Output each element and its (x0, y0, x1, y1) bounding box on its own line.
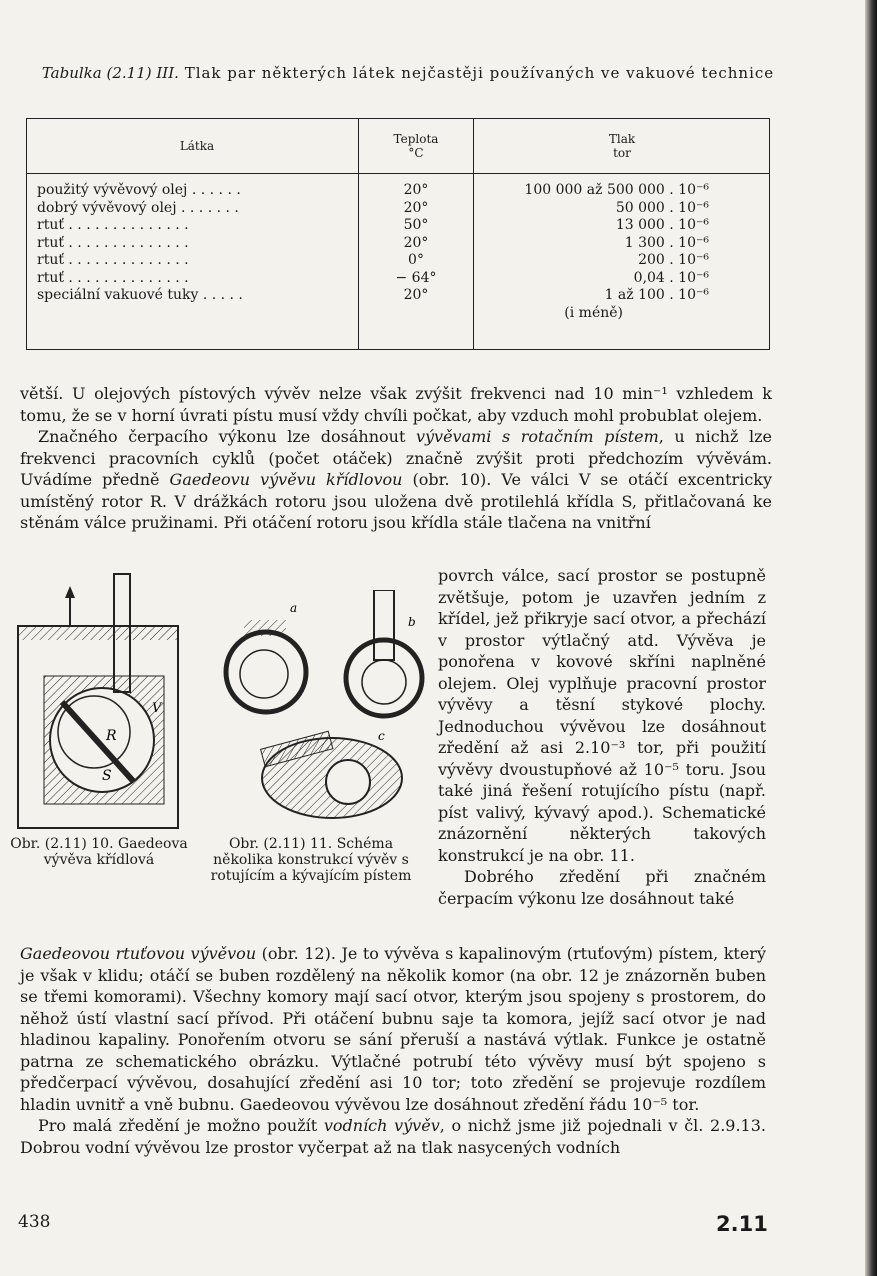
pump-a-ports (244, 620, 286, 636)
tank-lid (18, 626, 178, 640)
figure-10-vane-pump (14, 572, 184, 834)
pump-b-slider (374, 590, 394, 660)
pressure-column: 100 000 až 500 000 . 10⁻⁶ 50 000 . 10⁻⁶ 13 000 . 10⁻⁶ 1 300 . 10⁻⁶ 200 . 10⁻⁶ 0,04 . 10⁻⁶ 1 až 100 . 10⁻⁶ (i méně) (474, 174, 770, 350)
page-binding-edge (865, 0, 877, 1276)
table-caption-text: Tlak par některých látek nejčastěji používaných ve vakuové technice (184, 64, 775, 82)
substance-column: použitý vývěvový olej . . . . . . dobrý vývěvový olej . . . . . . . rtuť . . . . . . . . . . . . . . rtuť . . . . . . . . . . . . . . rtuť . . . . . . . . . . . . . . rtuť . . . . . . . . . . . . . . speciální vakuové tuky . . . . . (37, 182, 243, 303)
section-number: 2.11 (716, 1212, 768, 1236)
temperature-column: 20° 20° 50° 20° 0° − 64° 20° (359, 174, 474, 350)
label-v: V (152, 701, 162, 716)
paragraph-2: Značného čerpacího výkonu lze dosáhnout vývěvami s rotačním pístem, u nichž lze frekvenci pracovních cyklů (počet otáček) značně zvýšit proti předchozím vývěvám. Uvádíme předně Gaedeovu vývěvu křídlovou (obr. 10). Ve válci V se otáčí excentricky umístěný rotor R. V drážkách rotoru jsou uložena dvě protilehlá křídla S, přitlačovaná ke stěnám válce pružinami. Při otáčení rotoru jsou křídla stále tlačena na vnitřní (20, 427, 773, 532)
paragraph-top (20, 383, 772, 534)
label-a: a (290, 601, 298, 615)
paragraph-3: Gaedeovou rtuťovou vývěvou (obr. 12). Je to vývěva s kapalinovým (rtuťovým) pístem, který je však v klidu; otáčí se buben rozdělený na několik komor (na obr. 12 je znázorněn buben se třemi komorami). Všechny komory mají sací otvor, kterým jsou spojeny s prostorem, do něhož ústí vlastní sací přívod. Při otáčení bubnu saje ta komora, jejíž sací otvor je nad hladinou kapaliny. Ponořením otvoru se sání přeruší a nastává výtlak. Funkce je ostatně patrna ze schematického obrázku. Výtlačné potrubí této vývěvy musí být spojeno s předčerpací vývěvou, dosahující zředění asi 10 tor; toto zředění se projevuje rozdílem hladin uvnitř a vně bubnu. Gaedeovou vývěvou lze dosáhnout zředění řádu 10⁻⁵ tor. (20, 944, 766, 1114)
table-caption-label: Tabulka (2.11) III. (41, 64, 179, 82)
figure-11-rotary-pumps (222, 590, 434, 830)
pump-c-rotor (326, 760, 370, 804)
figure-11-caption: Obr. (2.11) 11. Schéma několika konstrukcí vývěv s rotujícím a kývajícím pístem (210, 836, 412, 884)
table-header-row (27, 119, 770, 174)
header-pressure: Tlak tor (474, 119, 770, 174)
pressure-footnote: (i méně) (564, 304, 623, 321)
pump-b-rotor (362, 660, 406, 704)
paragraph-4: Pro malá zředění je možno použít vodních vývěv, o nichž jsme již pojednali v čl. 2.9.13. Dobrou vodní vývěvou lze prostor vyčerpat až na tlak nasycených vodních (20, 1116, 766, 1157)
pump-a-housing (226, 632, 306, 712)
paragraph-1: větší. U olejových pístových vývěv nelze však zvýšit frekvenci nad 10 min⁻¹ vzhledem k tomu, že se v horní úvrati pístu musí vždy chvíli počkat, aby vzduch mohl probublat olejem. (20, 384, 772, 425)
table-caption (28, 64, 788, 82)
page-number: 438 (18, 1212, 51, 1232)
pump-a-rotor (240, 650, 288, 698)
paragraph-bottom (20, 943, 766, 1158)
exhaust-arrowhead (65, 586, 75, 598)
label-r: R (106, 728, 117, 744)
label-s: S (102, 768, 112, 784)
figure-10-caption: Obr. (2.11) 10. Gaedeova vývěva křídlová (10, 836, 188, 868)
header-temperature: Teplota °C (359, 119, 474, 174)
header-substance: Látka (27, 119, 359, 174)
right-column-text: povrch válce, sací prostor se postupně zvětšuje, potom je uzavřen jedním z křídel, jež přikryje sací otvor, a přechází v prostor výtlačný atd. Vývěva je ponořena v kovové skříni naplněné olejem. Olej vyplňuje pracovní prostor vývěvy a těsní stykové plochy. Jednoduchou vývěvou lze dosáhnout zředění až asi 2.10⁻³ tor, při použití vývěvy dvoustupňové až 10⁻⁵ toru. Jsou také jiná řešení rotujícího pístu (např. píst valivý, kývavý apod.). Schematické znázornění některých takových konstrukcí je na obr. 11. Dobrého zředění při značném čerpacím výkonu lze dosáhnout také (438, 566, 766, 908)
vapor-pressure-table (26, 118, 770, 350)
label-c: c (378, 729, 385, 743)
label-b: b (408, 615, 416, 629)
table-row (27, 174, 770, 350)
